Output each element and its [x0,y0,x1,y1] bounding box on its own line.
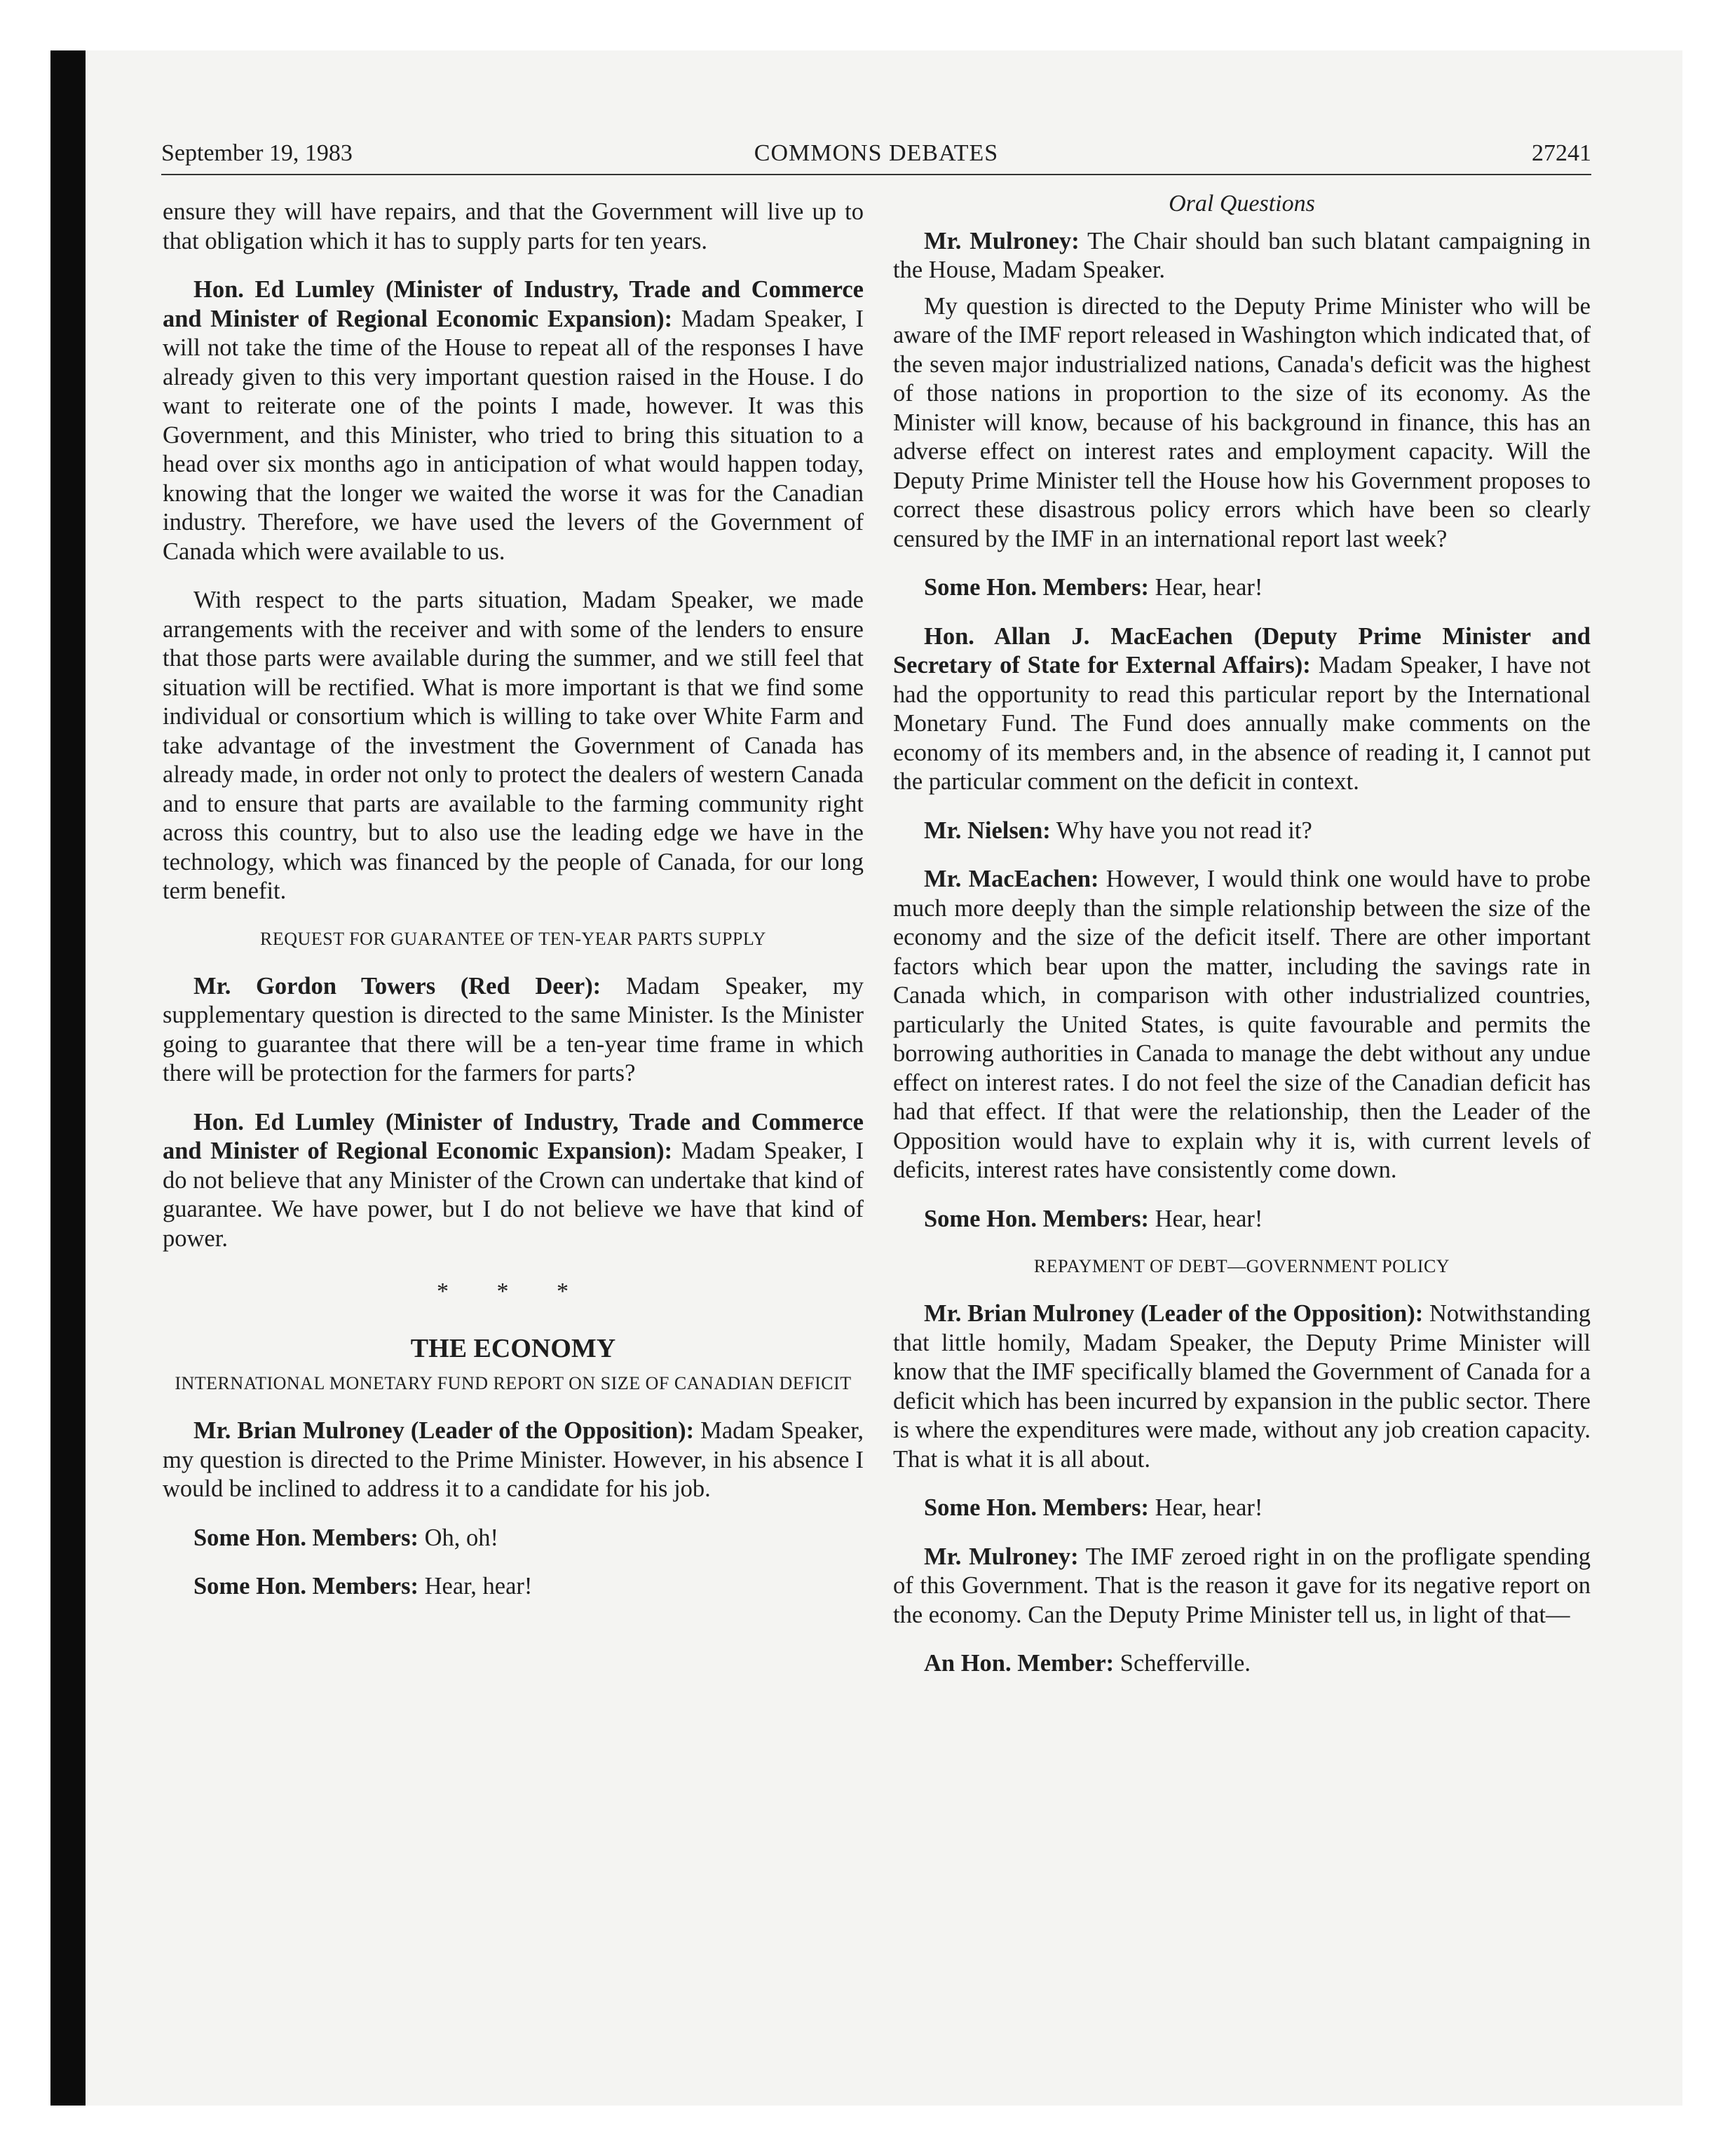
speaker-name: Hon. Ed Lumley (Minister of Industry, Trade and Commerce and Minister of Regional Economic Expansion): [163,1108,864,1164]
speech-text: Hear, hear! [1148,1494,1263,1521]
paragraph [893,1494,1591,1523]
speech-text: Madam Speaker, I will not take the time of the House to repeat all of the responses I have already given to this very important question raised in the House. I do want to reiterate one of the points I made, however. It was this Government, and this Minister, who tried to bring this situation to a head over six months ago in anticipation of what would happen today, knowing that the longer we waited the worse it was for the Canadian industry. Therefore, we have used the levers of the Government of Canada which were available to us. [163,305,864,565]
speaker-name: Mr. Mulroney: [924,227,1080,254]
speech-text: Hear, hear! [1148,1205,1263,1232]
speaker-name: Hon. Allan J. MacEachen (Deputy Prime Minister and Secretary of State for External Affairs): [893,622,1591,678]
paragraph: With respect to the parts situation, Madam Speaker, we made arrangements with the receiver and with some of the lenders to ensure that those parts were available during the summer, and we still feel that situation will be rectified. What is more important is that we find some individual or consortium which is willing to take over White Farm and take advantage of the investment the Government of Canada has already made, in order not only to protect the dealers of western Canada and to ensure that parts are available to the farming community right across this country, but to also use the leading edge we have in the technology, which was financed by the people of Canada, for our long term benefit. [163,587,864,904]
speaker-name: Some Hon. Members: [193,1524,419,1551]
speaker-name: Mr. Brian Mulroney (Leader of the Opposition): [193,1417,695,1444]
right-column [893,189,1591,1698]
paragraph [893,622,1591,797]
paragraph [163,1524,864,1553]
speech-text: Madam Speaker, my supplementary question is directed to the same Minister. Is the Minister going to guarantee that there will be a ten-year time frame in which there will be protection for the farmers for parts? [163,972,864,1086]
section-title: THE ECONOMY [410,1333,616,1363]
paragraph: My question is directed to the Deputy Prime Minister who will be aware of the IMF report released in Washington which indicated that, of the seven major industrialized nations, Canada's deficit was the highest of those nations in proportion to the size of its economy. As the Minister will know, because of his background in finance, this has an adverse effect on interest rates and employment capacity. Will the Deputy Prime Minister tell the House how his Government proposes to correct these disastrous policy errors which have been so clearly censured by the IMF in an international report last week? [893,292,1591,552]
speaker-name: An Hon. Member: [924,1650,1115,1677]
paragraph [893,865,1591,1185]
paragraph [163,275,864,566]
speech-text: However, I would think one would have to probe much more deeply than the simple relationship between the size of the economy and the size of the deficit itself. There are other important factors which bear upon the matter, including the savings rate in Canada which, in comparison with other industrialized countries, particularly the United States, is quite favourable and permits the borrowing authorities in Canada to manage the debt without any undue effect on interest rates. I do not feel the size of the Canadian deficit has had that effect. If that were the relationship, then the Leader of the Opposition would have to explain why it is, with current levels of deficits, interest rates have consistently come down. [893,866,1591,1183]
paragraph [893,1649,1591,1679]
speech-text: Oh, oh! [418,1524,499,1551]
header-date: September 19, 1983 [161,140,353,166]
paragraph [163,1108,864,1254]
speech-text: Madam Speaker, my question is directed to the Prime Minister. However, in his absence I would be inclined to address it to a candidate for his job. [163,1417,864,1502]
speech-text: Hear, hear! [1148,574,1263,601]
speaker-name: Some Hon. Members: [924,574,1149,601]
subheading: REPAYMENT OF DEBT—GOVERNMENT POLICY [1033,1256,1450,1276]
header-title: COMMONS DEBATES [754,140,999,166]
speaker-name: Some Hon. Members: [924,1494,1149,1521]
speaker-name: Mr. MacEachen: [924,866,1099,892]
speaker-name: Hon. Ed Lumley (Minister of Industry, Trade and Commerce and Minister of Regional Economic Expansion): [163,276,864,332]
speech-text: Schefferville. [1114,1650,1251,1677]
speech-text: Why have you not read it? [1050,817,1312,844]
speaker-name: Mr. Brian Mulroney (Leader of the Opposition): [924,1300,1424,1327]
speaker-name: Mr. Gordon Towers (Red Deer): [193,972,601,999]
header-page-number: 27241 [1532,140,1591,166]
paragraph [893,1299,1591,1474]
speech-text: Madam Speaker, I have not had the opportunity to read this particular report by the International Monetary Fund. The Fund does annually make comments on the economy of its members and, in the absence of reading it, I cannot put the particular comment on the deficit in context. [893,652,1591,795]
paragraph [893,817,1591,846]
speech-text: The Chair should ban such blatant campaigning in the House, Madam Speaker. [893,227,1591,283]
paragraph [893,227,1591,285]
paragraph [163,972,864,1089]
left-column [163,198,864,1621]
subheading: INTERNATIONAL MONETARY FUND REPORT ON SIZE OF CANADIAN DEFICIT [175,1373,852,1393]
speaker-name: Some Hon. Members: [193,1573,419,1599]
speaker-name: Mr. Mulroney: [924,1543,1079,1570]
paragraph [893,573,1591,603]
paragraph: ensure they will have repairs, and that the Government will live up to that obligation which it has to supply parts for ten years. [163,198,864,254]
paragraph [893,1543,1591,1630]
speech-text: Hear, hear! [418,1573,533,1599]
speech-text: The IMF zeroed right in on the profligate spending of this Government. That is the reason it gave for its negative report on the economy. Can the Deputy Prime Minister tell us, in light of that— [893,1543,1591,1628]
paragraph [163,1572,864,1602]
running-head [161,140,1591,175]
section-divider: * * * [437,1278,590,1304]
speech-text: Notwithstanding that little homily, Madam Speaker, the Deputy Prime Minister will know that the IMF specifically blamed the Government of Canada for a deficit which has been incurred by expansion in the public sector. There is where the expenditures were made, without any job creation capacity. That is what it is all about. [893,1300,1591,1473]
binding-edge [50,50,86,2106]
speaker-name: Mr. Nielsen: [924,817,1051,844]
rubric-heading: Oral Questions [1169,191,1315,217]
paragraph [893,1205,1591,1234]
subheading: REQUEST FOR GUARANTEE OF TEN-YEAR PARTS SUPPLY [260,928,766,949]
speech-text: Madam Speaker, I do not believe that any Minister of the Crown can undertake that kind of guarantee. We have power, but I do not believe we have that kind of power. [163,1138,864,1252]
paragraph [163,1417,864,1504]
speaker-name: Some Hon. Members: [924,1205,1149,1232]
